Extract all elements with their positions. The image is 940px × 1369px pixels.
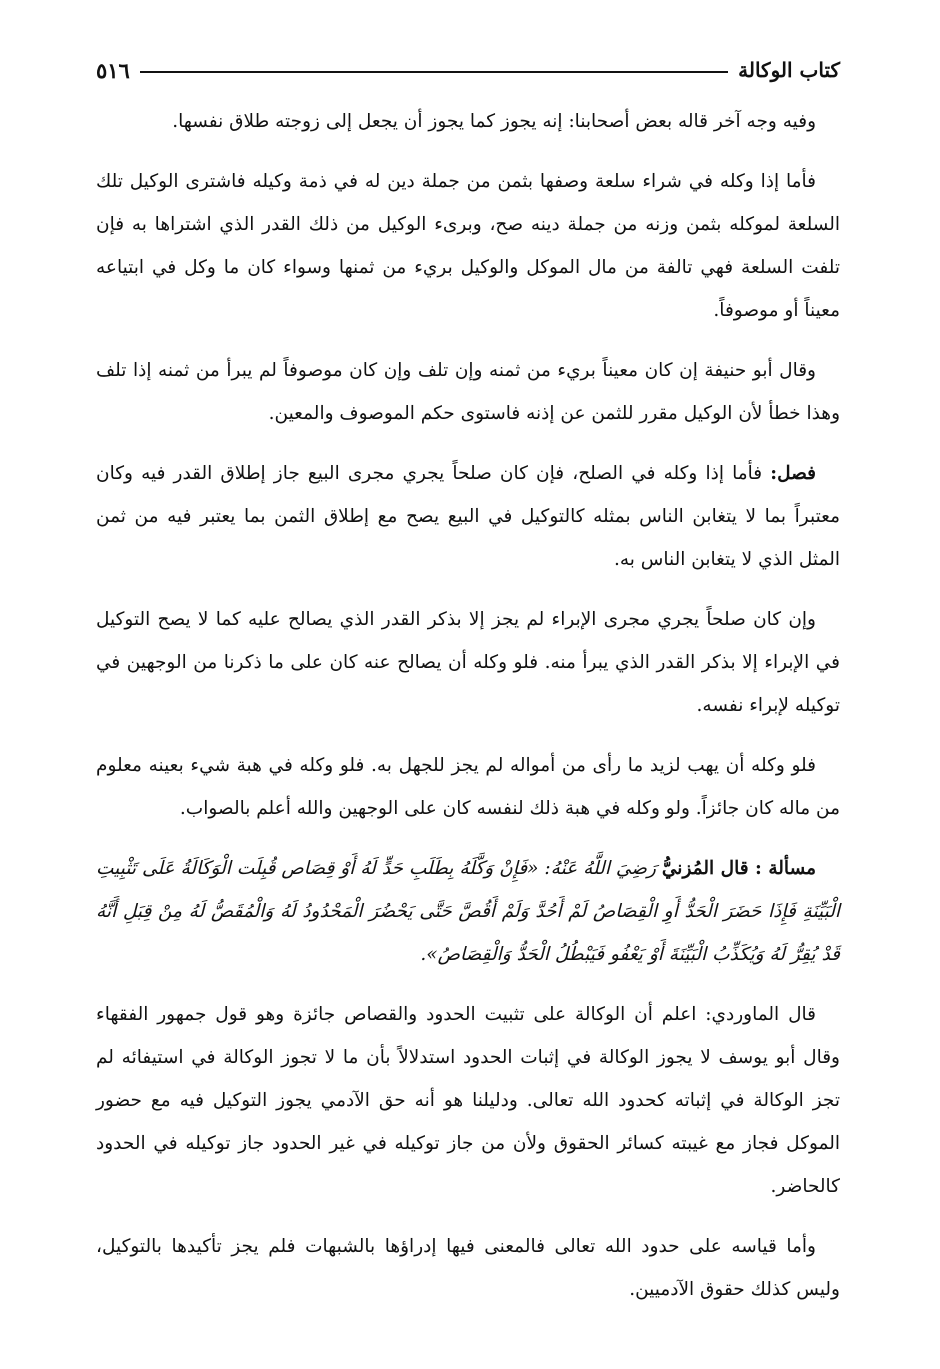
page-body xyxy=(96,100,840,1328)
paragraph-text: فأما إذا وكله في الصلح، فإن كان صلحاً يجري مجرى البيع جاز إطلاق القدر فيه وكان معتبراً بما لا يتغابن الناس بمثله كالتوكيل في البيع يصح مع إطلاق الثمن بما يعتبر فيه من ثمن المثل الذي لا يتغابن الناس به. xyxy=(96,463,840,570)
paragraph-6 xyxy=(96,744,840,830)
issue-label: مسألة : قال المُزنيُّ xyxy=(661,858,816,879)
paragraph-text: وأما قياسه على حدود الله تعالى فالمعنى فيها إدراؤها بالشبهات فلم يجز تأكيدها بالتوكيل، وليس كذلك حقوق الآدميين. xyxy=(96,1236,840,1300)
paragraph-7 xyxy=(96,847,840,976)
page-header xyxy=(96,50,840,90)
section-label: فصل: xyxy=(770,463,816,484)
paragraph-2 xyxy=(96,160,840,332)
paragraph-9 xyxy=(96,1225,840,1311)
quoted-text: رَضِيَ اللَّهُ عَنْهُ: «فَإِنْ وَكَّلَهُ بِطَلَبِ حَدٍّ لَهُ أَوْ قِصَاص قُبِلَت الْوَكَالَةُ عَلَى تَثْبِيتِ الْبَيِّنَةِ فَإِذَا حَضَرَ الْحَدُّ أَوِ الْقِصَاصُ لَمْ أَحُدَّ وَلَمْ أَقُصَّ حَتَّى يَحْضُرَ الْمَحْدُودُ لَهُ وَالْمُقَصُّ لَهُ مِنْ قِبَلِ أَنَّهُ قَدْ يُقِرُّ لَهُ وَيُكَذِّبُ الْبَيِّنَةَ أَوْ يَعْفُو فَيَبْطُلُ الْحَدُّ وَالْقِصَاصُ». xyxy=(96,858,840,965)
paragraph-text: فلو وكله أن يهب لزيد ما رأى من أمواله لم يجز للجهل به. فلو وكله في هبة شيء بعينه معلوم من ماله كان جائزاً. ولو وكله في هبة ذلك لنفسه كان على الوجهين والله أعلم بالصواب. xyxy=(96,755,840,819)
paragraph-text: وقال أبو حنيفة إن كان معيناً بريء من ثمنه وإن تلف وإن كان موصوفاً لم يبرأ من ثمنه إذا تلف وهذا خطأ لأن الوكيل مقرر للثمن عن إذنه فاستوى حكم الموصوف والمعين. xyxy=(96,360,840,424)
paragraph-text: وفيه وجه آخر قاله بعض أصحابنا: إنه يجوز كما يجوز أن يجعل إلى زوجته طلاق نفسها. xyxy=(172,111,816,132)
paragraph-4 xyxy=(96,452,840,581)
paragraph-8 xyxy=(96,993,840,1208)
book-title: كتاب الوكالة xyxy=(738,58,840,82)
paragraph-1 xyxy=(96,100,840,143)
paragraph-5 xyxy=(96,598,840,727)
paragraph-text: وإن كان صلحاً يجري مجرى الإبراء لم يجز إلا بذكر القدر الذي يصالح عليه كما لا يصح التوكيل في الإبراء إلا بذكر القدر الذي يبرأ منه. فلو وكله أن يصالح عنه كان على ما ذكرنا من الوجهين في توكيله لإبراء نفسه. xyxy=(96,609,840,716)
paragraph-3 xyxy=(96,349,840,435)
paragraph-text: فأما إذا وكله في شراء سلعة وصفها بثمن من جملة دين له في ذمة وكيله فاشترى الوكيل تلك السلعة لموكله بثمن وزنه من جملة دينه صح، وبرىء الوكيل من ذلك القدر الذي اشتراها به فإن تلفت السلعة فهي تالفة من مال الموكل والوكيل بريء من ثمنها وسواء كان ما وكل في ابتياعه معيناً أو موصوفاً. xyxy=(96,171,840,321)
header-rule xyxy=(140,71,728,73)
paragraph-text: قال الماوردي: اعلم أن الوكالة على تثبيت الحدود والقصاص جائزة وهو قول جمهور الفقهاء وقال أبو يوسف لا يجوز الوكالة في إثبات الحدود استدلالاً بأن ما لا تجوز الوكالة في استيفائه لم تجز الوكالة في إثباته كحدود الله تعالى. ودليلنا هو أنه حق الآدمي يجوز التوكيل فيه مع حضور الموكل فجاز مع غيبته كسائر الحقوق ولأن من جاز توكيله في غير الحدود جاز توكيله في الحدود كالحاضر. xyxy=(96,1004,840,1197)
page-number: ٥١٦ xyxy=(96,57,130,83)
